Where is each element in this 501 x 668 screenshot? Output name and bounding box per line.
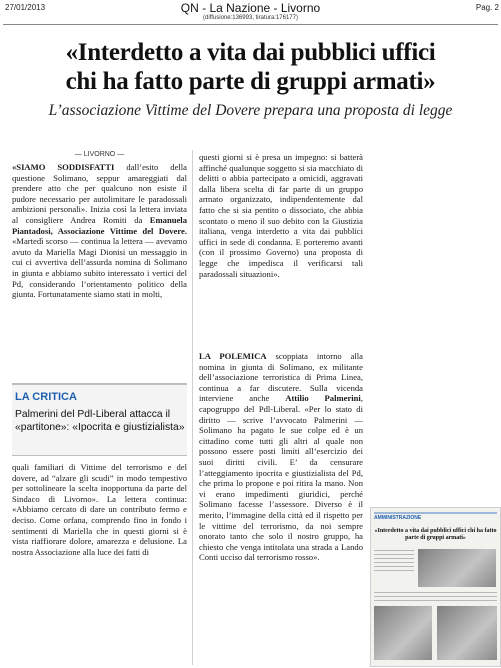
- headline-line-1: «Interdetto a vita dai pubblici uffici: [65, 39, 436, 66]
- sidebar-kicker: LA CRITICA: [15, 391, 77, 403]
- page-number: Pag. 2: [475, 3, 499, 12]
- paragraph: questi giorni si è presa un impegno: si batterà affinché qualunque soggetto si sia macchiato di delitti o abbia partecipato a omicidi, aggravati dalla libera scelta di far parte di un gruppo armato organizzato, indipendentemente dal fatto che si sia pentito o dissociato, che abbia scontato o meno il suo debito con la Giustizia italiana, venga interdetto a vita dai pubblici uffici in sede di condanna. E porteremo avanti (con il prossimo Governo) una proposta di legge che impedisca il verificarsi tali paradossali situazioni».: [199, 152, 363, 279]
- text-run: , capogruppo del Pdl-Liberal. «Per lo stato di diritto — scrive l’avvocato Palmerini — Solimano ha pagato le sue colpe ed è un cittadino come tutti gli altri al quale non possono essere posti limiti all’esercizio dei suoi diritti civili. E’ da censurare l’atteggiamento ipocrita e giustizialista del Pd, che prima lo propone e poi ritira la mano. Non vi erano impedimenti giuridici, perché Solimano facesse l’assessore. Diverso è il merito, l’immagine della città ed il rispetto per le vittime del terrorismo, da noi sempre onorato tanto che solo il nostro gruppo, ha chiesto che venga intitolata una strada a Lando Conti ucciso dal terrorismo rosso».: [199, 393, 363, 563]
- sidebar-title: Palmerini del Pdl-Liberal attacca il «partitone»: «Ipocrita e giustizialista»: [15, 409, 185, 433]
- thumbnail-text-line: [374, 570, 414, 571]
- thumbnail-section: AMMINISTRAZIONE: [374, 515, 422, 521]
- header-date: 27/01/2013: [5, 3, 46, 12]
- thumbnail-text-line: [374, 562, 414, 563]
- thumbnail-title: «Interdetto a vita dai pubblici uffici chi ha fatto parte di gruppi armati»: [374, 528, 497, 541]
- paragraph: [12, 162, 187, 300]
- thumbnail-text-line: [374, 600, 497, 601]
- diffusion-info: (diffusione:136993, tiratura:176177): [203, 15, 298, 21]
- text-run: «Martedì scorso — continua la lettera — avevamo avuto da Mariella Magi Dionisi un messaggio in cui ci avvertiva dell’assurda nomina di Solimano in giunta e abbiamo subito interessato i vertici del Pd, considerando l’orientamento politico della giunta. Fortunatamente siamo stati in molti,: [12, 236, 187, 300]
- thumbnail-text-line: [374, 566, 414, 567]
- column-divider: [192, 150, 193, 665]
- thumbnail-text-line: [374, 558, 414, 559]
- thumbnail-text-line: [374, 592, 497, 593]
- author-name: Emanuela Piantadosi, Associazione Vittime del Dovere.: [12, 214, 187, 236]
- header-divider: [3, 24, 498, 25]
- sidebar-box: [12, 383, 187, 456]
- column-2-top: [199, 152, 363, 279]
- headline-line-2: chi ha fatto parte di gruppi armati»: [65, 68, 436, 95]
- thumbnail-bar: [374, 512, 497, 514]
- dateline: — LIVORNO —: [74, 151, 125, 158]
- thumbnail-photo: [374, 606, 432, 660]
- lead-caps: LA POLEMICA: [199, 351, 267, 361]
- thumbnail-text-line: [374, 596, 497, 597]
- article-headline: [10, 38, 491, 96]
- column-1-bottom: [12, 462, 187, 557]
- thumbnail-text-line: [374, 550, 414, 551]
- text-run: scoppiata intorno alla nomina in giunta di Solimano, ex militante dell’associazione terroristica di Prima Linea, continua a far discutere. Sulla vicenda interviene anche: [199, 351, 363, 404]
- person-name: Attilio Palmerini: [285, 393, 361, 404]
- lead-caps: «SIAMO SODDISFATTI: [12, 162, 115, 172]
- paragraph: [199, 351, 363, 563]
- page-thumbnail: [370, 507, 501, 667]
- paragraph: quali familiari di Vittime del terrorismo e del dovere, ad “alzare gli scudi” in modo tempestivo per sottolineare la scelta inopportuna da parte del Sindaco di Livorno». La lettera continua: «Abbiamo cercato di dare un contributo fermo e deciso. Come orfana, comprendo fino in fondo i sentimenti di Mariella che in questi giorni si è vista riaffiorare dolore, amarezza e delusione. La nostra Associazione alla luce dei fatti di: [12, 462, 187, 557]
- column-2-bottom: [199, 351, 363, 563]
- thumbnail-text-line: [374, 554, 414, 555]
- thumbnail-photo: [418, 549, 496, 587]
- publication-name: QN - La Nazione - Livorno: [180, 1, 321, 15]
- article-subhead: L’associazione Vittime del Dovere prepara una proposta di legge: [48, 102, 453, 119]
- column-1-top: [12, 162, 187, 300]
- thumbnail-photo: [437, 606, 497, 660]
- text-run: dall’esito della questione Solimano, seppur amareggiati dal prendere atto che per qualcuno non esiste il pudore necessario per autolimitare le paradossali ambizioni personali». Inizia così la lettera inviata al consigliere Andrea Romiti da: [12, 162, 187, 225]
